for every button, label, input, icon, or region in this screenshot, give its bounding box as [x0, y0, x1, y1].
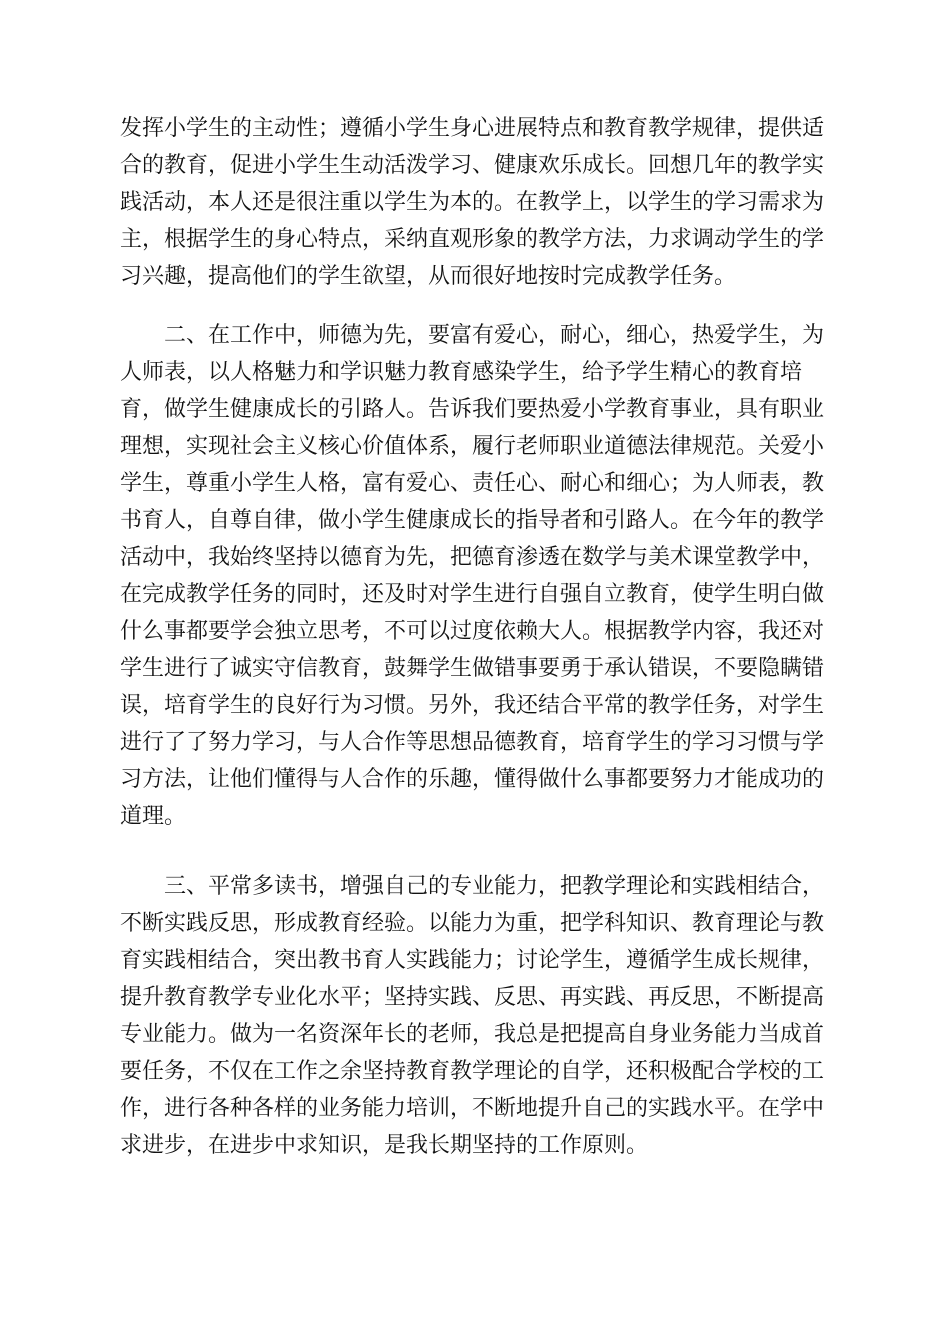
text-line: 什么事都要学会独立思考，不可以过度依赖大人。根据教学内容，我还对: [120, 619, 825, 644]
text-line: 践活动，本人还是很注重以学生为本的。在教学上，以学生的学习需求为: [120, 190, 825, 215]
text-line: 专业能力。做为一名资深年长的老师，我总是把提高自身业务能力当成首: [120, 1022, 825, 1047]
text-line: 理想，实现社会主义核心价值体系，履行老师职业道德法律规范。关爱小: [120, 434, 825, 459]
text-line: 主，根据学生的身心特点，采纳直观形象的教学方法，力求调动学生的学: [120, 227, 825, 252]
text-line: 习方法，让他们懂得与人合作的乐趣，懂得做什么事都要努力才能成功的: [120, 767, 825, 792]
text-line: 发挥小学生的主动性；遵循小学生身心进展特点和教育教学规律，提供适: [120, 116, 825, 141]
text-line: 要任务，不仅在工作之余坚持教育教学理论的自学，还积极配合学校的工: [120, 1059, 825, 1084]
text-line: 求进步，在进步中求知识，是我长期坚持的工作原则。: [120, 1133, 649, 1158]
text-line: 在完成教学任务的同时，还及时对学生进行自强自立教育，使学生明白做: [120, 582, 825, 607]
text-line: 学生，尊重小学生人格，富有爱心、责任心、耐心和细心；为人师表，教: [120, 471, 825, 496]
text-line: 合的教育，促进小学生生动活泼学习、健康欢乐成长。回想几年的教学实: [120, 153, 825, 178]
text-line: 作，进行各种各样的业务能力培训，不断地提升自己的实践水平。在学中: [120, 1096, 825, 1121]
text-line: 活动中，我始终坚持以德育为先，把德育渗透在数学与美术课堂教学中，: [120, 545, 825, 570]
text-line: 误，培育学生的良好行为习惯。另外，我还结合平常的教学任务，对学生: [120, 693, 825, 718]
text-line: 育，做学生健康成长的引路人。告诉我们要热爱小学教育事业，具有职业: [120, 397, 825, 422]
text-line: 道理。: [120, 804, 187, 829]
text-line: 三、平常多读书，增强自己的专业能力，把教学理论和实践相结合，: [164, 874, 825, 899]
text-line: 育实践相结合，突出教书育人实践能力；讨论学生，遵循学生成长规律，: [120, 948, 825, 973]
text-line: 学生进行了诚实守信教育，鼓舞学生做错事要勇于承认错误，不要隐瞒错: [120, 656, 825, 681]
text-line: 提升教育教学专业化水平；坚持实践、反思、再实践、再反思，不断提高: [120, 985, 825, 1010]
text-line: 不断实践反思，形成教育经验。以能力为重，把学科知识、教育理论与教: [120, 911, 825, 936]
text-line: 人师表，以人格魅力和学识魅力教育感染学生，给予学生精心的教育培: [120, 360, 803, 385]
text-line: 进行了了努力学习，与人合作等思想品德教育，培育学生的学习习惯与学: [120, 730, 825, 755]
text-line: 书育人，自尊自律，做小学生健康成长的指导者和引路人。在今年的教学: [120, 508, 825, 533]
text-line: 习兴趣，提高他们的学生欲望，从而很好地按时完成教学任务。: [120, 264, 737, 289]
text-line: 二、在工作中，师德为先，要富有爱心，耐心，细心，热爱学生，为: [164, 323, 825, 348]
